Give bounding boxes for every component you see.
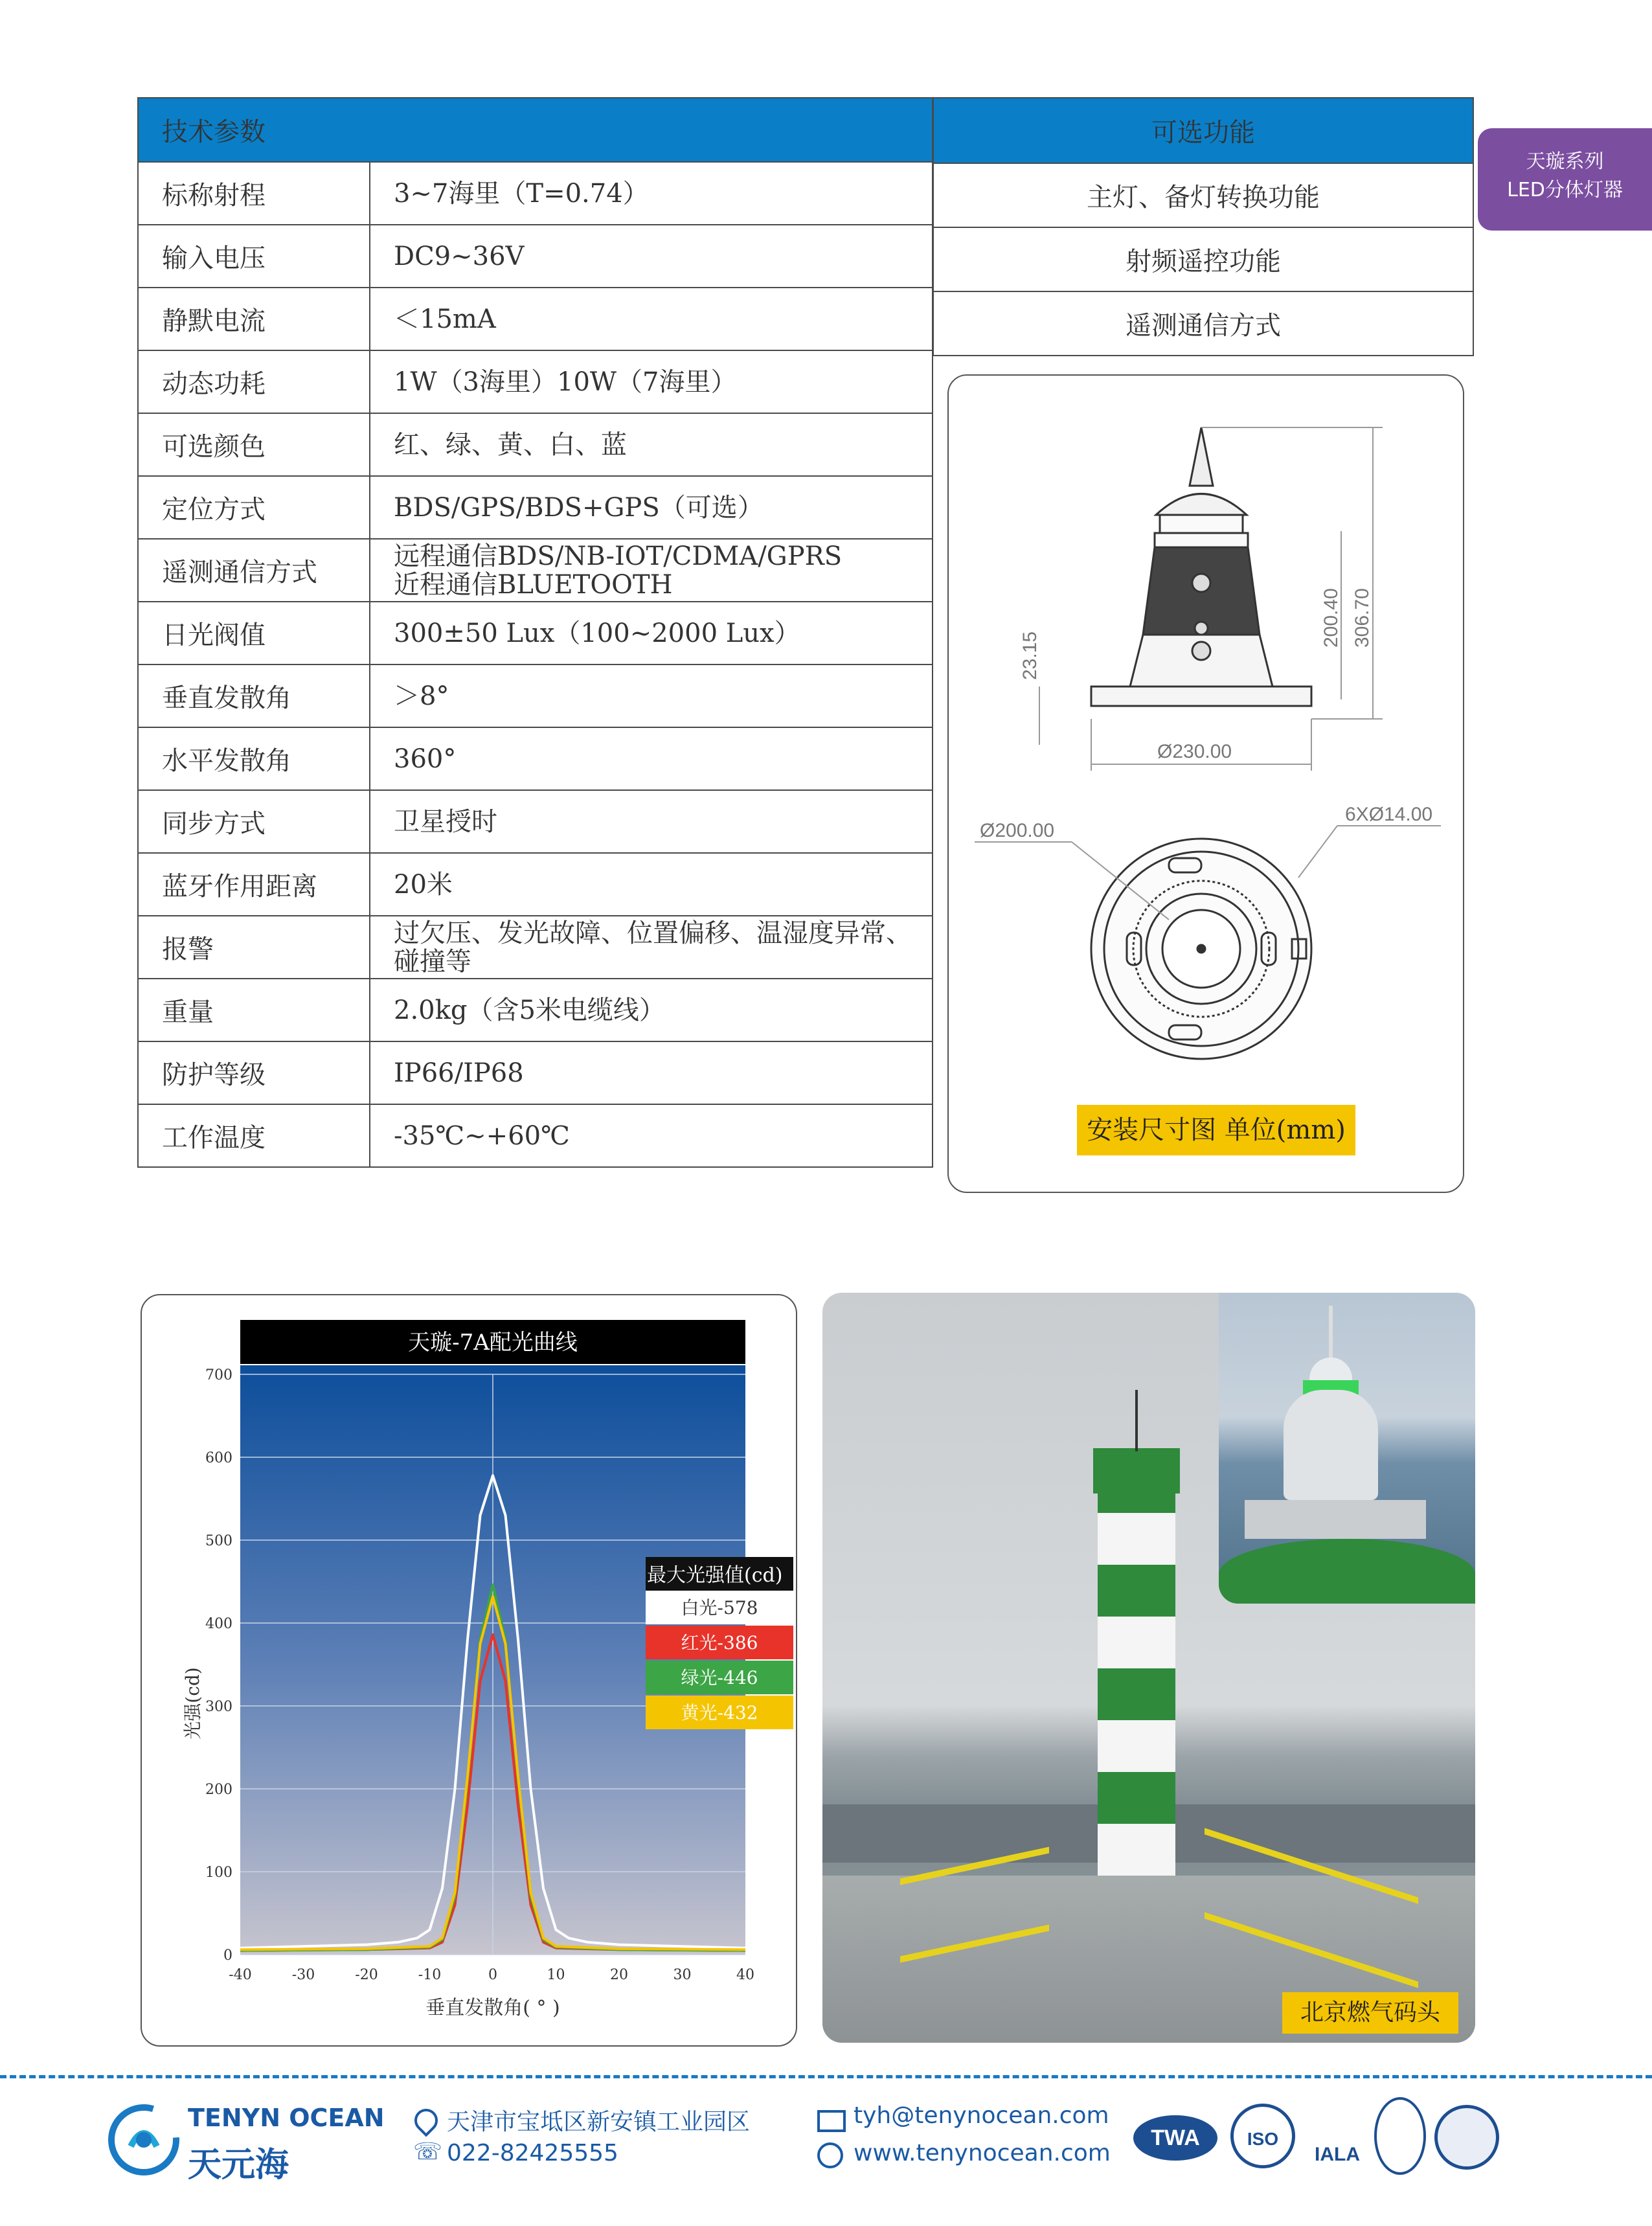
iso-logo: ISO — [1230, 2104, 1295, 2168]
spec-key: 垂直发散角 — [138, 664, 370, 727]
x-tick-label: 10 — [547, 1967, 565, 1983]
dim-base: 23.15 — [1019, 631, 1041, 680]
spec-value-line: 碰撞等 — [394, 946, 471, 977]
x-tick-label: 30 — [673, 1967, 692, 1983]
spec-row — [138, 916, 933, 979]
phone-icon: ☏ — [413, 2139, 443, 2165]
spec-key: 报警 — [138, 916, 370, 979]
spec-key: 遥测通信方式 — [138, 539, 370, 602]
spec-value-line: 300±50 Lux（100~2000 Lux） — [394, 618, 800, 648]
spec-value-line: ＜15mA — [394, 304, 496, 334]
anchor-seal-icon — [1374, 2097, 1426, 2175]
spec-value — [370, 916, 933, 979]
legend-title: 最大光强值(cd) — [647, 1564, 783, 1587]
spec-row — [138, 727, 933, 790]
legend-label: 红光-386 — [681, 1632, 758, 1653]
spec-value-line: 过欠压、发光故障、位置偏移、温湿度异常、 — [394, 918, 912, 948]
globe-icon — [817, 2142, 843, 2168]
spec-value-line: IP66/IP68 — [394, 1058, 524, 1088]
x-tick-label: 0 — [488, 1967, 497, 1983]
spec-value-line: 卫星授时 — [394, 806, 497, 837]
brand-name-cn: 天元海 — [188, 2146, 289, 2185]
spec-key: 输入电压 — [138, 225, 370, 288]
dim-width: Ø230.00 — [1157, 741, 1232, 762]
spec-key: 静默电流 — [138, 288, 370, 350]
spec-key: 可选颜色 — [138, 413, 370, 476]
x-tick-label: 20 — [610, 1967, 628, 1983]
x-tick-label: -30 — [291, 1967, 315, 1983]
spec-row — [138, 853, 933, 916]
spec-row — [138, 225, 933, 288]
legend-label: 黄光-432 — [681, 1702, 758, 1723]
footer-email[interactable]: tyh@tenynocean.com — [854, 2102, 1109, 2129]
spec-key: 工作温度 — [138, 1104, 370, 1167]
iala-logo: IALA — [1315, 2144, 1360, 2165]
twa-logo: TWA — [1133, 2115, 1217, 2161]
spec-value-line: 2.0kg（含5米电缆线） — [394, 995, 665, 1025]
legend-label: 绿光-446 — [681, 1667, 758, 1688]
y-axis-label: 光强(cd) — [182, 1667, 203, 1740]
dim-height-inner: 200.40 — [1320, 588, 1342, 648]
spec-row — [138, 288, 933, 350]
spec-header: 技术参数 — [138, 98, 933, 162]
email-icon — [817, 2110, 846, 2132]
spec-value-line: -35℃~+60℃ — [394, 1120, 570, 1151]
dimension-drawing — [949, 376, 1463, 1192]
series-tab-line2: LED分体灯器 — [1507, 179, 1623, 201]
spec-value-line: 360° — [394, 744, 457, 774]
spec-row — [138, 1041, 933, 1104]
spec-value-line: 远程通信BDS/NB-IOT/CDMA/GPRS — [394, 541, 843, 571]
spec-value — [370, 790, 933, 853]
spec-value-line: DC9~36V — [394, 241, 525, 271]
spec-value — [370, 1041, 933, 1104]
spec-value-line: BDS/GPS/BDS+GPS（可选） — [394, 492, 764, 523]
option-item: 遥测通信方式 — [933, 291, 1473, 356]
spec-value — [370, 664, 933, 727]
dimension-drawing-panel — [947, 374, 1464, 1193]
spec-value — [370, 225, 933, 288]
drawing-caption: 安装尺寸图 单位(mm) — [1077, 1105, 1355, 1155]
spec-value — [370, 476, 933, 539]
spec-value — [370, 602, 933, 664]
spec-row — [138, 979, 933, 1041]
chart-title: 天璇-7A配光曲线 — [408, 1330, 578, 1356]
y-tick-label: 600 — [205, 1450, 232, 1466]
spec-key: 动态功耗 — [138, 350, 370, 413]
light-distribution-chart — [142, 1295, 796, 2045]
spec-key: 标称射程 — [138, 162, 370, 225]
spec-value — [370, 288, 933, 350]
spec-value-line: 近程通信BLUETOOTH — [394, 569, 673, 600]
y-tick-label: 100 — [205, 1865, 232, 1881]
photo-caption: 北京燃气码头 — [1282, 1992, 1458, 2034]
spec-row — [138, 539, 933, 602]
footer-phone: 022-82425555 — [447, 2140, 618, 2166]
series-tab-line1: 天璇系列 — [1526, 150, 1604, 173]
y-tick-label: 300 — [205, 1699, 232, 1715]
footer-divider — [0, 2075, 1652, 2078]
spec-value-line: ＞8° — [394, 681, 449, 711]
x-tick-label: -20 — [355, 1967, 378, 1983]
spec-row — [138, 413, 933, 476]
location-icon — [410, 2104, 443, 2137]
lantern-inset-photo — [1219, 1293, 1475, 1604]
spec-table — [137, 97, 933, 1168]
spec-value-line: 20米 — [394, 869, 453, 900]
options-header: 可选功能 — [933, 98, 1473, 163]
spec-value — [370, 539, 933, 602]
spec-row — [138, 476, 933, 539]
spec-key: 蓝牙作用距离 — [138, 853, 370, 916]
option-item: 射频遥控功能 — [933, 227, 1473, 291]
dim-holes: 6XØ14.00 — [1345, 804, 1433, 825]
spec-value — [370, 350, 933, 413]
series-tab — [1478, 128, 1652, 231]
spec-value — [370, 162, 933, 225]
y-tick-label: 700 — [205, 1367, 232, 1383]
spec-key: 日光阀值 — [138, 602, 370, 664]
spec-body — [138, 162, 933, 1167]
spec-key: 同步方式 — [138, 790, 370, 853]
option-item: 主灯、备灯转换功能 — [933, 163, 1473, 227]
chart-panel — [141, 1294, 797, 2047]
y-tick-label: 500 — [205, 1533, 232, 1549]
footer — [0, 2085, 1652, 2226]
spec-row — [138, 790, 933, 853]
spec-row — [138, 162, 933, 225]
footer-website[interactable]: www.tenynocean.com — [854, 2140, 1111, 2166]
spec-row — [138, 1104, 933, 1167]
spec-value — [370, 1104, 933, 1167]
legend-label: 白光-578 — [681, 1597, 758, 1618]
spec-key: 定位方式 — [138, 476, 370, 539]
lighthouse-photo — [822, 1293, 1475, 2043]
spec-value — [370, 979, 933, 1041]
x-tick-label: -10 — [418, 1967, 442, 1983]
spec-row — [138, 602, 933, 664]
x-tick-label: 40 — [736, 1967, 754, 1983]
y-tick-label: 400 — [205, 1616, 232, 1632]
spec-value — [370, 727, 933, 790]
brand-logo-icon — [105, 2101, 183, 2179]
spec-value-line: 3~7海里（T=0.74） — [394, 178, 649, 209]
spec-value — [370, 853, 933, 916]
spec-key: 重量 — [138, 979, 370, 1041]
x-tick-label: -40 — [229, 1967, 252, 1983]
dim-height-total: 306.70 — [1352, 588, 1373, 648]
options-table — [933, 97, 1474, 356]
spec-key: 水平发散角 — [138, 727, 370, 790]
spec-value-line: 红、绿、黄、白、蓝 — [394, 429, 627, 460]
brand-name-en: TENYN OCEAN — [188, 2104, 385, 2132]
y-tick-label: 200 — [205, 1782, 232, 1798]
y-tick-label: 0 — [223, 1948, 232, 1964]
association-seal-icon — [1434, 2105, 1499, 2170]
x-axis-label: 垂直发散角( ° ) — [425, 1997, 560, 2019]
spec-key: 防护等级 — [138, 1041, 370, 1104]
lighthouse-tower — [1098, 1461, 1175, 1908]
spec-value-line: 1W（3海里）10W（7海里） — [394, 367, 737, 397]
dim-circle: Ø200.00 — [980, 820, 1055, 841]
footer-address: 天津市宝坻区新安镇工业园区 — [447, 2109, 751, 2135]
spec-row — [138, 350, 933, 413]
spec-value — [370, 413, 933, 476]
spec-row — [138, 664, 933, 727]
